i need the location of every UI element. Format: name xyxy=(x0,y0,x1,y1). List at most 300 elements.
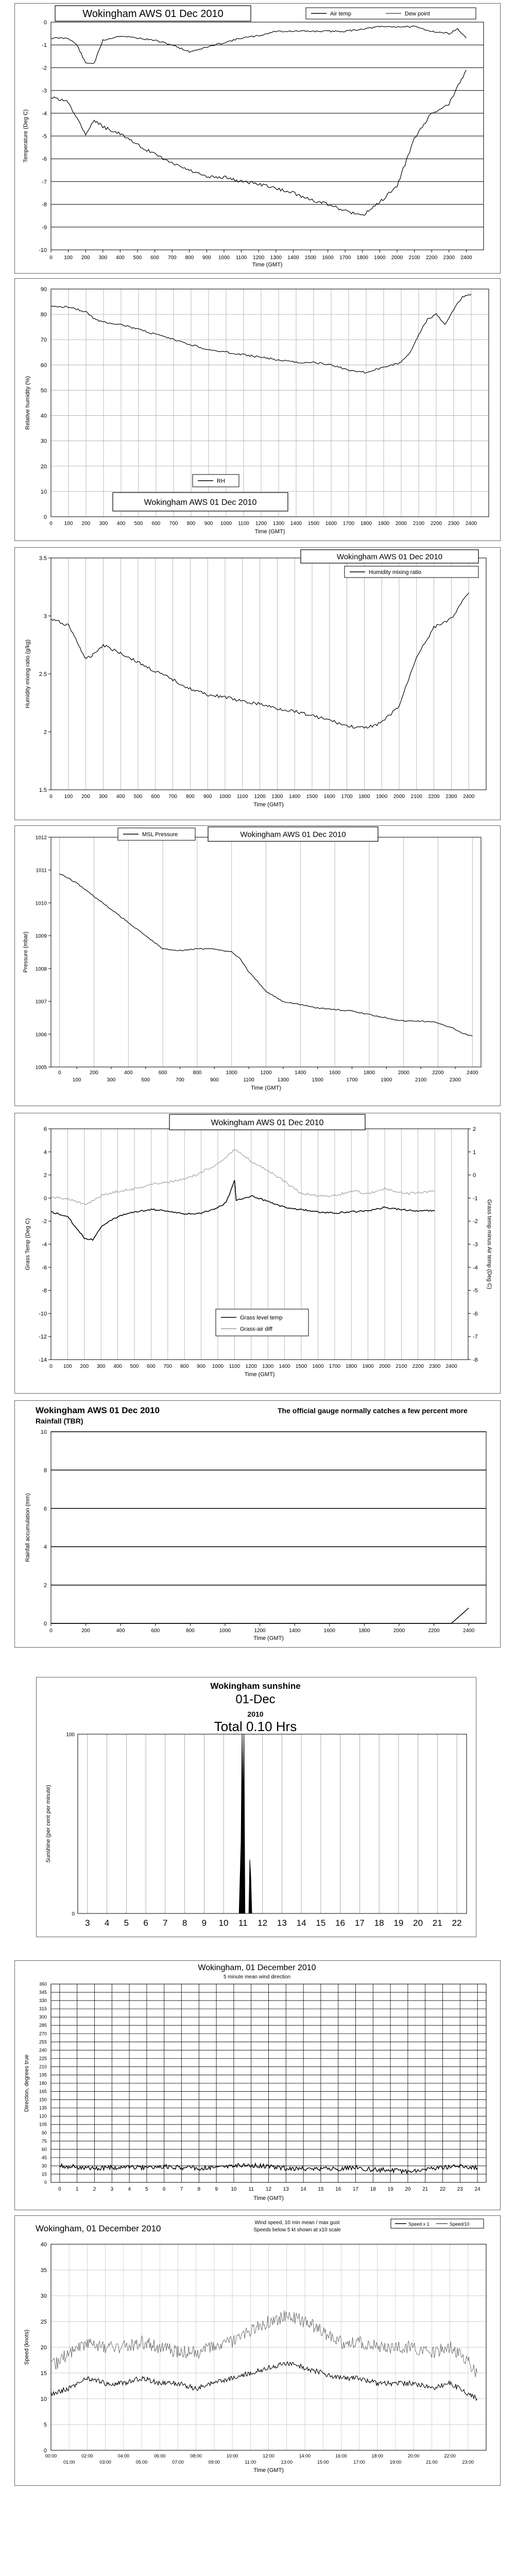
x-tick-label: 22 xyxy=(452,1918,462,1928)
x-tick-label: 19 xyxy=(387,2187,393,2192)
x-tick-label: 1000 xyxy=(212,1364,224,1369)
y-tick-label: 80 xyxy=(40,312,47,318)
chart-title: Wokingham sunshine xyxy=(210,1681,301,1691)
y-tick-label: 0 xyxy=(72,1911,75,1917)
y-tick-label: -7 xyxy=(42,179,47,185)
y-tick-label: 135 xyxy=(39,2105,47,2111)
y-tick-label: 6 xyxy=(43,1505,47,1512)
x-tick-label: 11 xyxy=(238,1918,248,1928)
y-tick-label: 0 xyxy=(43,2448,47,2454)
wind-speed-chart xyxy=(15,2216,501,2486)
series-line-mean xyxy=(51,2362,477,2400)
y-tick-label: 0 xyxy=(43,514,47,520)
chart-title: Wokingham AWS 01 Dec 2010 xyxy=(211,1118,324,1127)
y-axis-label: Rainfall accumulation (mm) xyxy=(25,1493,31,1562)
x-tick-label: 500 xyxy=(134,521,143,527)
x-tick-label: 1200 xyxy=(253,255,265,261)
y-tick-label: 3.5 xyxy=(39,555,47,562)
x-tick-label: 4 xyxy=(104,1918,110,1928)
x-tick-label: 1600 xyxy=(329,1070,341,1076)
y-tick-label: 2 xyxy=(43,1582,47,1589)
y2-tick-label: -3 xyxy=(473,1242,478,1248)
x-tick-label: 1700 xyxy=(339,255,351,261)
y-tick-label: 270 xyxy=(39,2031,47,2037)
y-tick-label: 360 xyxy=(39,1981,47,1987)
chart-subtitle: Wind speed, 10 min mean / max gust xyxy=(254,2220,340,2226)
grass-temp-chart xyxy=(15,1113,501,1394)
rainfall-chart xyxy=(15,1401,501,1648)
y-tick-label: 1007 xyxy=(35,999,47,1005)
x-tick-label: 21:00 xyxy=(426,2460,438,2465)
series-line-grass-air-diff xyxy=(51,1150,435,1205)
x-tick-label: 700 xyxy=(168,794,177,800)
x-tick-label: 800 xyxy=(193,1070,202,1076)
y-tick-label: -12 xyxy=(39,1334,47,1341)
legend-label-grass-temp: Grass level temp xyxy=(240,1315,283,1321)
x-tick-label: 15 xyxy=(318,2187,324,2192)
x-tick-label: 2200 xyxy=(412,1364,424,1369)
x-tick-label: 6 xyxy=(162,2187,166,2192)
x-tick-label: 5 xyxy=(145,2187,148,2192)
x-tick-label: 2100 xyxy=(408,255,420,261)
x-tick-label: 2300 xyxy=(443,255,455,261)
y2-tick-label: -2 xyxy=(473,1218,478,1225)
pressure-chart-panel xyxy=(14,825,501,1106)
y-tick-label: 2.5 xyxy=(39,671,47,677)
series-line-rainfall xyxy=(51,1608,469,1623)
y-tick-label: 315 xyxy=(39,2006,47,2012)
x-tick-label: 21 xyxy=(422,2187,428,2192)
x-tick-label: 1600 xyxy=(312,1364,324,1369)
x-tick-label: 1100 xyxy=(237,794,248,800)
humidity-chart-panel xyxy=(14,278,501,541)
y-axis-label: Pressure (mbar) xyxy=(23,931,29,973)
x-tick-label: 300 xyxy=(98,255,108,261)
y-tick-label: -6 xyxy=(42,156,47,163)
series-line-gust xyxy=(51,2311,477,2377)
y-tick-label: 45 xyxy=(41,2155,47,2160)
x-tick-label: 4 xyxy=(128,2187,131,2192)
wind-direction-chart-panel xyxy=(14,1960,501,2210)
y2-tick-label: -7 xyxy=(473,1334,478,1341)
x-tick-label: 100 xyxy=(72,1077,81,1083)
x-tick-label: 0 xyxy=(49,794,53,800)
x-tick-label: 900 xyxy=(203,794,212,800)
x-tick-label: 1700 xyxy=(329,1364,340,1369)
x-tick-label: 14 xyxy=(296,1918,306,1928)
chart-title: Wokingham, 01 December 2010 xyxy=(36,2224,161,2233)
y-tick-label: 210 xyxy=(39,2064,47,2070)
x-tick-label: 1500 xyxy=(312,1077,323,1083)
x-tick-label: 2400 xyxy=(460,255,472,261)
y-tick-label: 1009 xyxy=(35,934,47,940)
y-tick-label: 0 xyxy=(43,20,47,26)
x-tick-label: 20 xyxy=(413,1918,423,1928)
chart-annotation: The official gauge normally catches a few percent more xyxy=(278,1406,468,1415)
y-tick-label: 100 xyxy=(66,1732,75,1738)
legend-label-gust: Speed/10 xyxy=(450,2222,470,2227)
y-tick-label: 60 xyxy=(40,362,47,369)
y2-tick-label: -4 xyxy=(473,1264,478,1271)
x-axis-label: Time (GMT) xyxy=(253,2195,284,2201)
y-tick-label: -6 xyxy=(42,1264,47,1271)
y-tick-label: -2 xyxy=(42,1218,47,1225)
y2-tick-label: -8 xyxy=(473,1357,478,1363)
x-tick-label: 18 xyxy=(370,2187,376,2192)
x-tick-label: 900 xyxy=(210,1077,219,1083)
x-tick-label: 1000 xyxy=(219,794,231,800)
y-axis-label: Relative humidity (%) xyxy=(25,376,31,430)
x-tick-label: 2200 xyxy=(428,794,440,800)
x-tick-label: 400 xyxy=(116,255,125,261)
y-tick-label: 120 xyxy=(39,2113,47,2119)
x-tick-label: 2200 xyxy=(432,1070,444,1076)
x-tick-label: 200 xyxy=(81,521,91,527)
x-tick-label: 22 xyxy=(439,2187,446,2192)
x-tick-label: 21 xyxy=(432,1918,442,1928)
y-tick-label: -8 xyxy=(42,1287,47,1294)
x-tick-label: 1600 xyxy=(322,255,334,261)
x-tick-label: 2400 xyxy=(445,1364,457,1369)
x-tick-label: 1300 xyxy=(272,521,285,527)
y2-tick-label: 2 xyxy=(473,1126,476,1132)
x-tick-label: 00:00 xyxy=(45,2453,57,2459)
x-tick-label: 600 xyxy=(151,794,160,800)
x-tick-label: 800 xyxy=(186,521,196,527)
y-tick-label: 0 xyxy=(44,2180,47,2185)
chart-subtitle-2: Speeds below 5 kt shown at x10 scale xyxy=(253,2227,341,2233)
x-tick-label: 500 xyxy=(133,794,143,800)
x-tick-label: 2300 xyxy=(445,794,457,800)
y-tick-label: 240 xyxy=(39,2047,47,2053)
x-tick-label: 1700 xyxy=(342,521,355,527)
x-tick-label: 1900 xyxy=(376,794,388,800)
x-tick-label: 300 xyxy=(107,1077,116,1083)
y-tick-label: 20 xyxy=(40,463,47,470)
x-tick-label: 1000 xyxy=(219,1628,231,1634)
x-tick-label: 300 xyxy=(99,521,108,527)
temperature-chart xyxy=(15,4,501,274)
x-tick-label: 2100 xyxy=(413,521,425,527)
y-axis-label: Humidity mixing ratio (g/kg) xyxy=(25,639,31,708)
x-tick-label: 03:00 xyxy=(99,2460,111,2465)
x-tick-label: 1100 xyxy=(229,1364,241,1369)
plot-area xyxy=(51,289,489,517)
x-tick-label: 10 xyxy=(231,2187,237,2192)
x-tick-label: 23 xyxy=(457,2187,463,2192)
x-tick-label: 18:00 xyxy=(371,2453,384,2459)
y2-tick-label: -6 xyxy=(473,1311,478,1317)
x-tick-label: 0 xyxy=(49,521,53,527)
y-tick-label: 10 xyxy=(40,2396,47,2402)
x-tick-label: 10:00 xyxy=(226,2453,238,2459)
y2-axis-label: Grass temp minus Air temp (Deg C) xyxy=(486,1199,492,1290)
x-axis-label: Time (GMT) xyxy=(251,1085,281,1091)
x-tick-label: 500 xyxy=(141,1077,150,1083)
mixing-ratio-chart-panel xyxy=(14,547,501,820)
y-tick-label: 30 xyxy=(41,2163,47,2168)
x-axis-label: Time (GMT) xyxy=(253,802,284,808)
y-tick-label: 70 xyxy=(40,337,47,344)
x-tick-label: 1900 xyxy=(374,255,386,261)
x-tick-label: 100 xyxy=(64,521,73,527)
x-tick-label: 11 xyxy=(248,2187,254,2192)
plot-area xyxy=(78,1734,467,1913)
x-tick-label: 1900 xyxy=(362,1364,374,1369)
x-tick-label: 1000 xyxy=(226,1070,237,1076)
x-tick-label: 200 xyxy=(80,1364,89,1369)
x-tick-label: 11:00 xyxy=(245,2460,256,2465)
y-tick-label: 0 xyxy=(43,1195,47,1202)
x-tick-label: 800 xyxy=(185,255,194,261)
y-tick-label: -3 xyxy=(42,88,47,94)
x-tick-label: 1200 xyxy=(254,1628,266,1634)
wind-direction-chart xyxy=(15,1961,501,2211)
legend-label-mean: Speed x 1 xyxy=(408,2222,430,2227)
y-tick-label: 1006 xyxy=(35,1032,47,1038)
chart-title: Wokingham AWS 01 Dec 2010 xyxy=(82,8,224,20)
x-tick-label: 2000 xyxy=(398,1070,409,1076)
y-tick-label: 180 xyxy=(39,2080,47,2086)
x-tick-label: 300 xyxy=(96,1364,106,1369)
x-tick-label: 1400 xyxy=(287,255,299,261)
y2-tick-label: -1 xyxy=(473,1195,478,1202)
x-tick-label: 9 xyxy=(215,2187,218,2192)
y-tick-label: 1012 xyxy=(35,835,47,841)
x-tick-label: 22:00 xyxy=(444,2453,456,2459)
x-tick-label: 3 xyxy=(110,2187,114,2192)
legend-label-mixing-ratio: Humidity mixing ratio xyxy=(369,569,422,575)
x-tick-label: 8 xyxy=(197,2187,201,2192)
x-axis-label: Time (GMT) xyxy=(253,1635,284,1641)
x-tick-label: 1200 xyxy=(260,1070,272,1076)
chart-title: Wokingham AWS 01 Dec 2010 xyxy=(144,498,257,507)
x-tick-label: 600 xyxy=(150,255,159,261)
x-tick-label: 2100 xyxy=(396,1364,407,1369)
x-tick-label: 400 xyxy=(116,521,126,527)
y-tick-label: 1011 xyxy=(36,868,47,874)
x-tick-label: 2400 xyxy=(467,1070,478,1076)
x-tick-label: 1600 xyxy=(325,521,337,527)
x-tick-label: 2300 xyxy=(449,1077,461,1083)
x-tick-label: 7 xyxy=(180,2187,183,2192)
x-tick-label: 2 xyxy=(93,2187,96,2192)
legend-label-dew-point: Dew point xyxy=(405,11,430,17)
x-tick-label: 16 xyxy=(335,2187,341,2192)
x-tick-label: 300 xyxy=(99,794,108,800)
y-tick-label: 285 xyxy=(39,2023,47,2028)
x-tick-label: 2100 xyxy=(410,794,422,800)
chart-title: Wokingham AWS 01 Dec 2010 xyxy=(336,552,443,562)
mixing-ratio-chart xyxy=(15,548,501,821)
y-tick-label: 2 xyxy=(43,729,47,736)
x-tick-label: 15 xyxy=(316,1918,326,1928)
y-tick-label: 15 xyxy=(41,2171,47,2177)
x-tick-label: 5 xyxy=(124,1918,129,1928)
y-tick-label: 25 xyxy=(40,2319,47,2325)
x-tick-label: 500 xyxy=(133,255,142,261)
series-area-sunshine xyxy=(239,1734,253,1913)
x-tick-label: 600 xyxy=(158,1070,167,1076)
y-tick-label: 60 xyxy=(41,2146,47,2152)
series-line-grass-temp xyxy=(51,1180,435,1241)
x-tick-label: 1400 xyxy=(289,794,301,800)
x-axis-label: Time (GMT) xyxy=(252,262,283,268)
x-tick-label: 700 xyxy=(176,1077,184,1083)
x-tick-label: 100 xyxy=(64,255,73,261)
x-tick-label: 600 xyxy=(151,1628,160,1634)
x-tick-label: 1500 xyxy=(295,1364,307,1369)
x-tick-label: 17 xyxy=(352,2187,359,2192)
chart-title: Wokingham, 01 December 2010 xyxy=(198,1963,316,1972)
x-tick-label: 6 xyxy=(143,1918,148,1928)
x-tick-label: 1 xyxy=(75,2187,79,2192)
x-tick-label: 1300 xyxy=(262,1364,274,1369)
y-tick-label: 1010 xyxy=(35,901,47,907)
x-tick-label: 1300 xyxy=(277,1077,289,1083)
x-tick-label: 700 xyxy=(167,255,177,261)
x-tick-label: 1800 xyxy=(358,794,370,800)
chart-title: Wokingham AWS 01 Dec 2010 xyxy=(36,1405,160,1415)
y-tick-label: 90 xyxy=(41,2130,47,2136)
y-tick-label: 330 xyxy=(39,1998,47,2004)
y-tick-label: 8 xyxy=(43,1467,47,1474)
x-tick-label: 1400 xyxy=(290,521,302,527)
x-tick-label: 900 xyxy=(202,255,211,261)
y-tick-label: -2 xyxy=(42,65,47,72)
y-tick-label: 4 xyxy=(43,1544,47,1551)
chart-subtitle: 5 minute mean wind direction xyxy=(223,1974,291,1980)
x-tick-label: 1800 xyxy=(360,521,372,527)
x-tick-label: 200 xyxy=(90,1070,98,1076)
x-tick-label: 3 xyxy=(85,1918,90,1928)
y-tick-label: -10 xyxy=(39,247,47,253)
legend-label-air-temp: Air temp xyxy=(330,11,351,17)
y-tick-label: 2 xyxy=(43,1172,47,1179)
y-tick-label: 90 xyxy=(40,286,47,293)
sunshine-chart xyxy=(37,1677,477,1938)
y-tick-label: 15 xyxy=(40,2370,47,2377)
x-tick-label: 8 xyxy=(182,1918,187,1928)
x-tick-label: 14 xyxy=(300,2187,306,2192)
plot-area xyxy=(51,1432,486,1623)
x-tick-label: 400 xyxy=(113,1364,122,1369)
x-axis-label: Time (GMT) xyxy=(244,1371,275,1378)
y-tick-label: 10 xyxy=(40,488,47,495)
x-tick-label: 9 xyxy=(201,1918,207,1928)
x-tick-label: 19 xyxy=(393,1918,404,1928)
x-tick-label: 05:00 xyxy=(135,2460,148,2465)
x-tick-label: 2400 xyxy=(463,1628,475,1634)
x-tick-label: 04:00 xyxy=(117,2453,130,2459)
x-tick-label: 1200 xyxy=(254,794,266,800)
chart-total: Total 0.10 Hrs xyxy=(214,1719,297,1734)
x-tick-label: 08:00 xyxy=(190,2453,202,2459)
x-tick-label: 900 xyxy=(197,1364,205,1369)
x-tick-label: 0 xyxy=(49,255,53,261)
y-tick-label: 35 xyxy=(40,2267,47,2274)
y-tick-label: -14 xyxy=(39,1357,47,1363)
x-tick-label: 1800 xyxy=(358,1628,370,1634)
x-tick-label: 400 xyxy=(116,1628,125,1634)
x-tick-label: 200 xyxy=(81,794,90,800)
x-tick-label: 600 xyxy=(151,521,161,527)
x-tick-label: 100 xyxy=(63,1364,72,1369)
x-tick-label: 1800 xyxy=(346,1364,357,1369)
x-tick-label: 600 xyxy=(147,1364,156,1369)
humidity-chart xyxy=(15,279,501,541)
x-tick-label: 07:00 xyxy=(172,2460,184,2465)
x-tick-label: 800 xyxy=(186,1628,195,1634)
x-tick-label: 800 xyxy=(180,1364,189,1369)
wind-speed-chart-panel xyxy=(14,2215,501,2486)
y-tick-label: 20 xyxy=(40,2345,47,2351)
x-tick-label: 12:00 xyxy=(263,2453,274,2459)
y-tick-label: -8 xyxy=(42,201,47,208)
y-tick-label: -9 xyxy=(42,224,47,231)
y-tick-label: 50 xyxy=(40,387,47,394)
x-tick-label: 1000 xyxy=(218,255,230,261)
x-tick-label: 1900 xyxy=(381,1077,392,1083)
x-tick-label: 1300 xyxy=(270,255,282,261)
x-tick-label: 0 xyxy=(58,2187,61,2192)
x-tick-label: 16:00 xyxy=(335,2453,347,2459)
y-tick-label: -5 xyxy=(42,133,47,140)
chart-subtitle: Rainfall (TBR) xyxy=(36,1417,83,1425)
y-tick-label: 225 xyxy=(39,2056,47,2061)
x-tick-label: 2000 xyxy=(393,794,405,800)
y-tick-label: 75 xyxy=(41,2138,47,2144)
x-tick-label: 2000 xyxy=(393,1628,405,1634)
x-tick-label: 1100 xyxy=(238,521,249,527)
x-tick-label: 2100 xyxy=(415,1077,427,1083)
x-tick-label: 10 xyxy=(218,1918,229,1928)
x-tick-label: 200 xyxy=(81,1628,90,1634)
x-tick-label: 20:00 xyxy=(407,2453,420,2459)
x-tick-label: 2400 xyxy=(463,794,475,800)
x-tick-label: 18 xyxy=(374,1918,384,1928)
x-tick-label: 1600 xyxy=(323,1628,335,1634)
x-tick-label: 1100 xyxy=(235,255,247,261)
y2-tick-label: 0 xyxy=(473,1172,476,1179)
y2-tick-label: -5 xyxy=(473,1287,478,1294)
x-tick-label: 16 xyxy=(335,1918,346,1928)
x-tick-label: 100 xyxy=(64,794,73,800)
y-tick-label: 40 xyxy=(40,2242,47,2248)
x-tick-label: 24 xyxy=(474,2187,480,2192)
y-tick-label: 30 xyxy=(40,438,47,445)
y-tick-label: 1005 xyxy=(35,1065,47,1071)
y-tick-label: 300 xyxy=(39,2014,47,2020)
y-tick-label: 6 xyxy=(43,1126,47,1132)
x-tick-label: 19:00 xyxy=(389,2460,402,2465)
x-tick-label: 13 xyxy=(283,2187,289,2192)
sunshine-chart-panel xyxy=(36,1677,476,1937)
y-tick-label: 30 xyxy=(40,2293,47,2299)
x-tick-label: 0 xyxy=(58,1070,61,1076)
x-tick-label: 15:00 xyxy=(317,2460,329,2465)
x-tick-label: 23:00 xyxy=(462,2460,474,2465)
y-tick-label: 0 xyxy=(43,1621,47,1627)
x-tick-label: 1200 xyxy=(245,1364,257,1369)
x-axis-label: Time (GMT) xyxy=(253,2467,284,2473)
x-tick-label: 06:00 xyxy=(153,2453,166,2459)
x-tick-label: 1800 xyxy=(363,1070,375,1076)
x-tick-label: 200 xyxy=(81,255,90,261)
y-tick-label: 40 xyxy=(40,413,47,419)
x-tick-label: 2200 xyxy=(428,1628,440,1634)
x-tick-label: 800 xyxy=(186,794,195,800)
